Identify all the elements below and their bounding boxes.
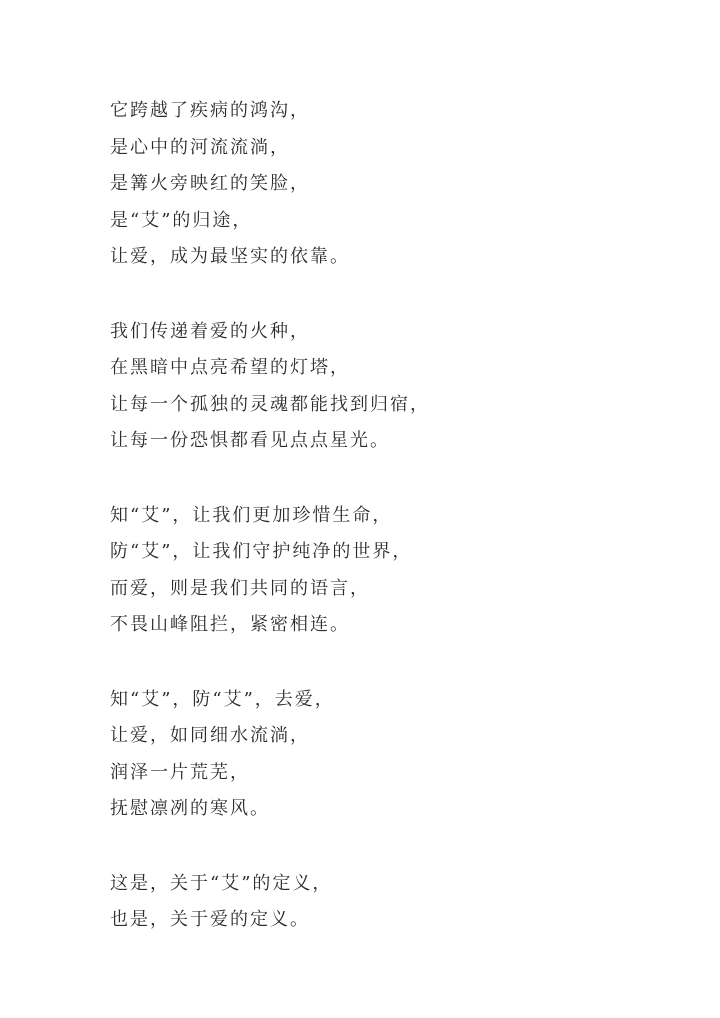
poem-body bbox=[110, 93, 670, 977]
stanza-2 bbox=[110, 314, 670, 460]
poem-line: 在黑暗中点亮希望的灯塔， bbox=[110, 357, 350, 378]
poem-line: 让每一份恐惧都看见点点星光。 bbox=[110, 430, 390, 451]
stanza-3 bbox=[110, 498, 670, 644]
poem-line: 知“艾”，让我们更加珍惜生命， bbox=[110, 504, 393, 526]
poem-line: 而爱，则是我们共同的语言， bbox=[110, 577, 370, 599]
poem-line: 也是，关于爱的定义。 bbox=[110, 909, 310, 930]
stanza-1 bbox=[110, 93, 670, 276]
poem-line: 让每一个孤独的灵魂都能找到归宿， bbox=[110, 393, 430, 415]
poem-line: 让爱，如同细水流淌， bbox=[110, 725, 310, 746]
poem-line: 我们传递着爱的火种， bbox=[110, 320, 310, 342]
poem-line: 让爱，成为最坚实的依靠。 bbox=[110, 246, 350, 267]
poem-line: 这是，关于“艾”的定义， bbox=[110, 872, 333, 894]
poem-line: 是心中的河流流淌， bbox=[110, 136, 290, 158]
poem-line: 防“艾”，让我们守护纯净的世界， bbox=[110, 541, 413, 562]
stanza-5 bbox=[110, 866, 670, 939]
poem-line: 知“艾”，防“艾”，去爱， bbox=[110, 688, 335, 710]
poem-line: 润泽一片荒芜， bbox=[110, 761, 250, 783]
poem-line: 不畏山峰阻拦，紧密相连。 bbox=[110, 614, 350, 635]
poem-line: 是篝火旁映红的笑脸， bbox=[110, 173, 310, 194]
poem-line: 它跨越了疾病的鸿沟， bbox=[110, 100, 310, 121]
poem-line: 抚慰凛冽的寒风。 bbox=[110, 798, 270, 819]
stanza-4 bbox=[110, 682, 670, 828]
poem-line: 是“艾”的归途， bbox=[110, 209, 253, 231]
